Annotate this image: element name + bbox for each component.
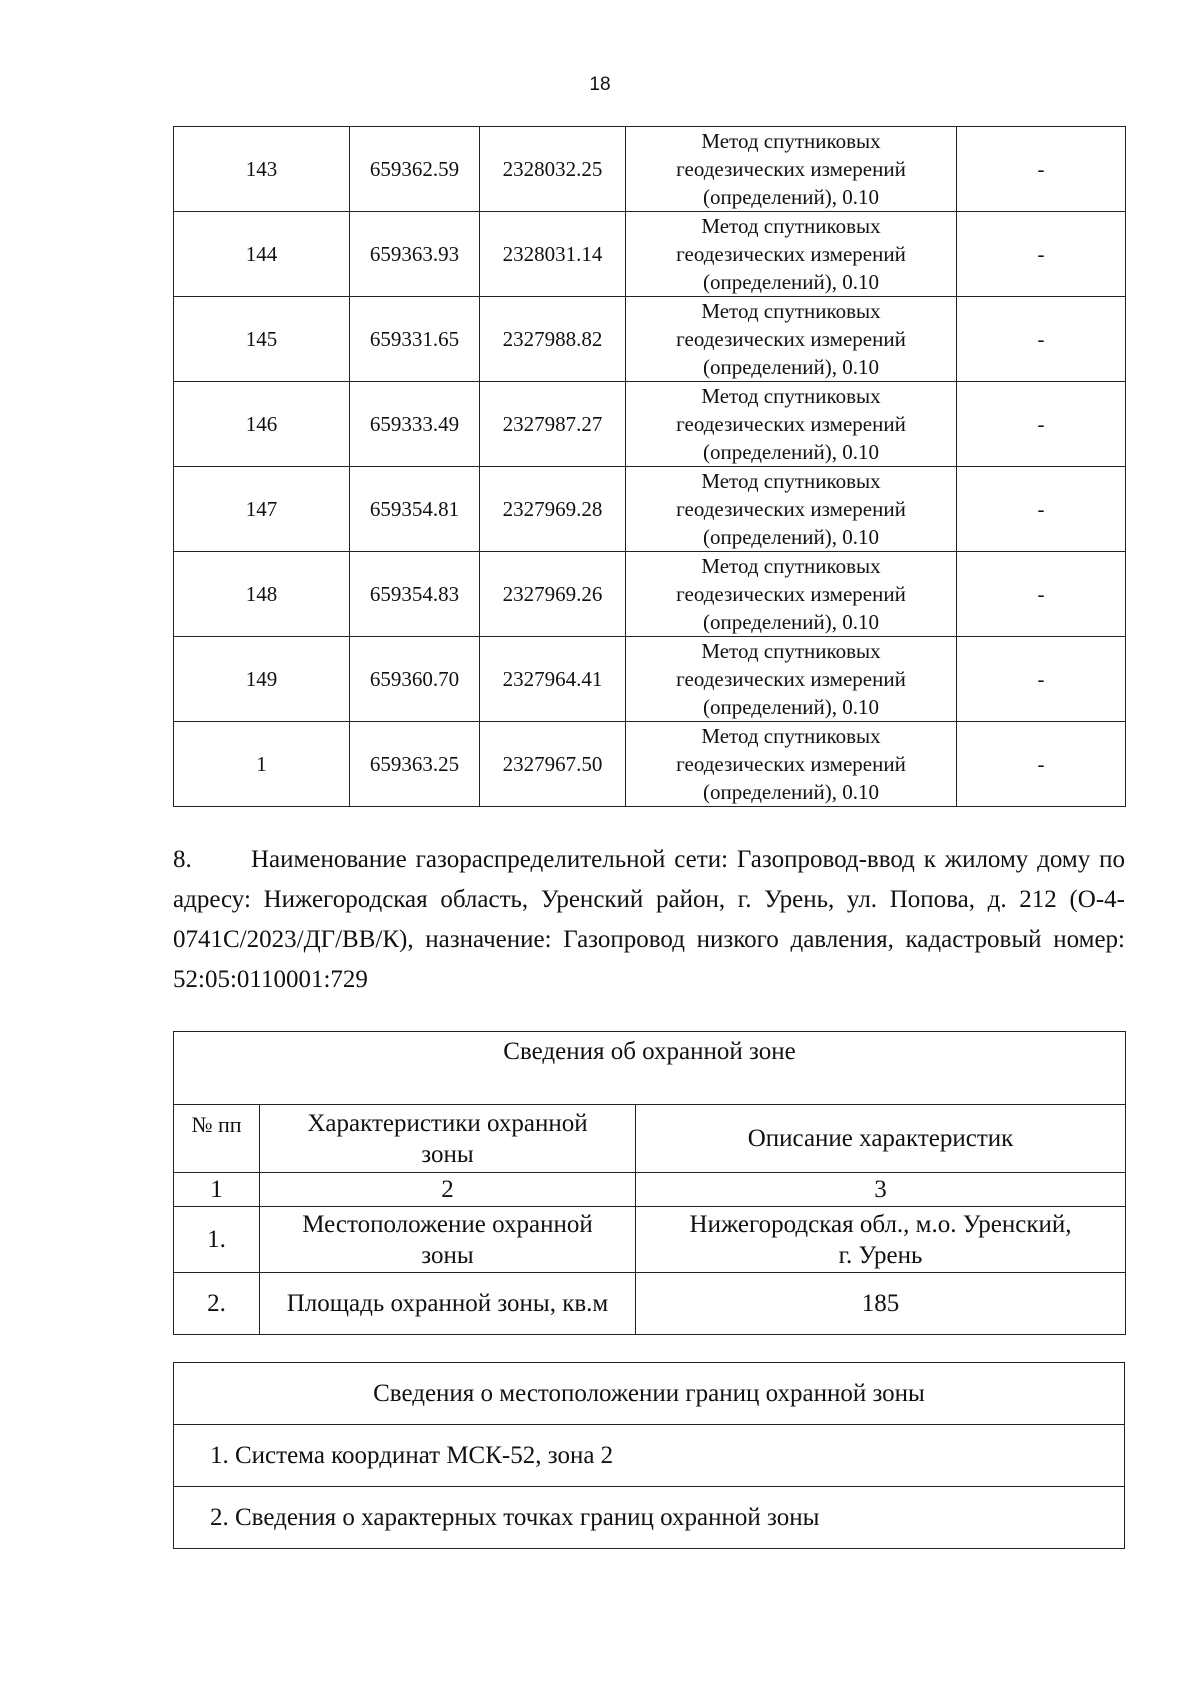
col-number-2: 2 (260, 1173, 636, 1207)
zone-table-title-row (174, 1032, 1126, 1105)
point-description: - (957, 127, 1126, 212)
coord-x: 659363.25 (350, 722, 480, 807)
method-accuracy: Метод спутниковых геодезических измерений (определений), 0.10 (626, 382, 957, 467)
location-item: 1. Система координат МСК-52, зона 2 (174, 1425, 1125, 1487)
point-number: 149 (174, 637, 350, 722)
method-accuracy: Метод спутниковых геодезических измерений (определений), 0.10 (626, 297, 957, 382)
point-number: 146 (174, 382, 350, 467)
point-number: 144 (174, 212, 350, 297)
point-number: 145 (174, 297, 350, 382)
section-text: Наименование газораспределительной сети: Газопровод-ввод к жилому дому по адресу: Нижегородская область, Уренский район, г. Урень, ул. Попова, д. 212 (О-4-0741С/2023/ДГ/ВВ/К), назначение: Газопровод низкого давления, кадастровый номер: 52:05:0110001:729 (173, 846, 1125, 993)
coord-y: 2328032.25 (480, 127, 626, 212)
point-number: 147 (174, 467, 350, 552)
coordinate-row (174, 722, 1126, 807)
point-description: - (957, 212, 1126, 297)
coord-x: 659354.81 (350, 467, 480, 552)
coordinate-row (174, 382, 1126, 467)
coord-x: 659360.70 (350, 637, 480, 722)
point-number: 143 (174, 127, 350, 212)
coord-y: 2327969.26 (480, 552, 626, 637)
coordinate-row (174, 127, 1126, 212)
header-num: № пп (174, 1105, 260, 1173)
point-description: - (957, 297, 1126, 382)
coord-y: 2327964.41 (480, 637, 626, 722)
col-number-3: 3 (636, 1173, 1126, 1207)
coord-x: 659362.59 (350, 127, 480, 212)
coordinate-row (174, 637, 1126, 722)
coord-y: 2328031.14 (480, 212, 626, 297)
zone-table-header-row (174, 1105, 1126, 1173)
method-accuracy: Метод спутниковых геодезических измерений (определений), 0.10 (626, 722, 957, 807)
coord-x: 659354.83 (350, 552, 480, 637)
row-description: 185 (636, 1273, 1126, 1335)
section-number: 8. (173, 846, 192, 873)
coordinate-row (174, 212, 1126, 297)
coordinates-table-body (174, 127, 1126, 807)
point-description: - (957, 722, 1126, 807)
location-table-row (174, 1487, 1125, 1549)
point-description: - (957, 552, 1126, 637)
point-description: - (957, 382, 1126, 467)
method-accuracy: Метод спутниковых геодезических измерений (определений), 0.10 (626, 212, 957, 297)
location-table-title: Сведения о местоположении границ охранной зоны (174, 1363, 1125, 1425)
point-description: - (957, 467, 1126, 552)
point-description: - (957, 637, 1126, 722)
zone-table-title: Сведения об охранной зоне (174, 1032, 1126, 1105)
coordinates-table (173, 126, 1126, 807)
coord-y: 2327969.28 (480, 467, 626, 552)
header-description: Описание характеристик (636, 1105, 1126, 1173)
method-accuracy: Метод спутниковых геодезических измерений (определений), 0.10 (626, 127, 957, 212)
point-number: 148 (174, 552, 350, 637)
row-description: Нижегородская обл., м.о. Уренский, г. Урень (636, 1207, 1126, 1273)
coord-x: 659363.93 (350, 212, 480, 297)
coordinate-row (174, 297, 1126, 382)
method-accuracy: Метод спутниковых геодезических измерений (определений), 0.10 (626, 637, 957, 722)
zone-table-column-numbers (174, 1173, 1126, 1207)
location-table-title-row (174, 1363, 1125, 1425)
coord-x: 659331.65 (350, 297, 480, 382)
coord-y: 2327967.50 (480, 722, 626, 807)
row-num: 1. (174, 1207, 260, 1273)
coordinate-row (174, 467, 1126, 552)
coord-y: 2327987.27 (480, 382, 626, 467)
row-characteristic: Местоположение охранной зоны (260, 1207, 636, 1273)
coord-x: 659333.49 (350, 382, 480, 467)
zone-table-row (174, 1273, 1126, 1335)
method-accuracy: Метод спутниковых геодезических измерений (определений), 0.10 (626, 467, 957, 552)
page-number: 18 (589, 74, 611, 95)
header-characteristic: Характеристики охранной зоны (260, 1105, 636, 1173)
coordinate-row (174, 552, 1126, 637)
coord-y: 2327988.82 (480, 297, 626, 382)
zone-table-row (174, 1207, 1126, 1273)
row-num: 2. (174, 1273, 260, 1335)
method-accuracy: Метод спутниковых геодезических измерений (определений), 0.10 (626, 552, 957, 637)
row-characteristic: Площадь охранной зоны, кв.м (260, 1273, 636, 1335)
col-number-1: 1 (174, 1173, 260, 1207)
point-number: 1 (174, 722, 350, 807)
protection-zone-table (173, 1031, 1126, 1335)
section-8-paragraph (173, 840, 1125, 1000)
location-table-row (174, 1425, 1125, 1487)
location-table (173, 1362, 1125, 1549)
location-item: 2. Сведения о характерных точках границ охранной зоны (174, 1487, 1125, 1549)
